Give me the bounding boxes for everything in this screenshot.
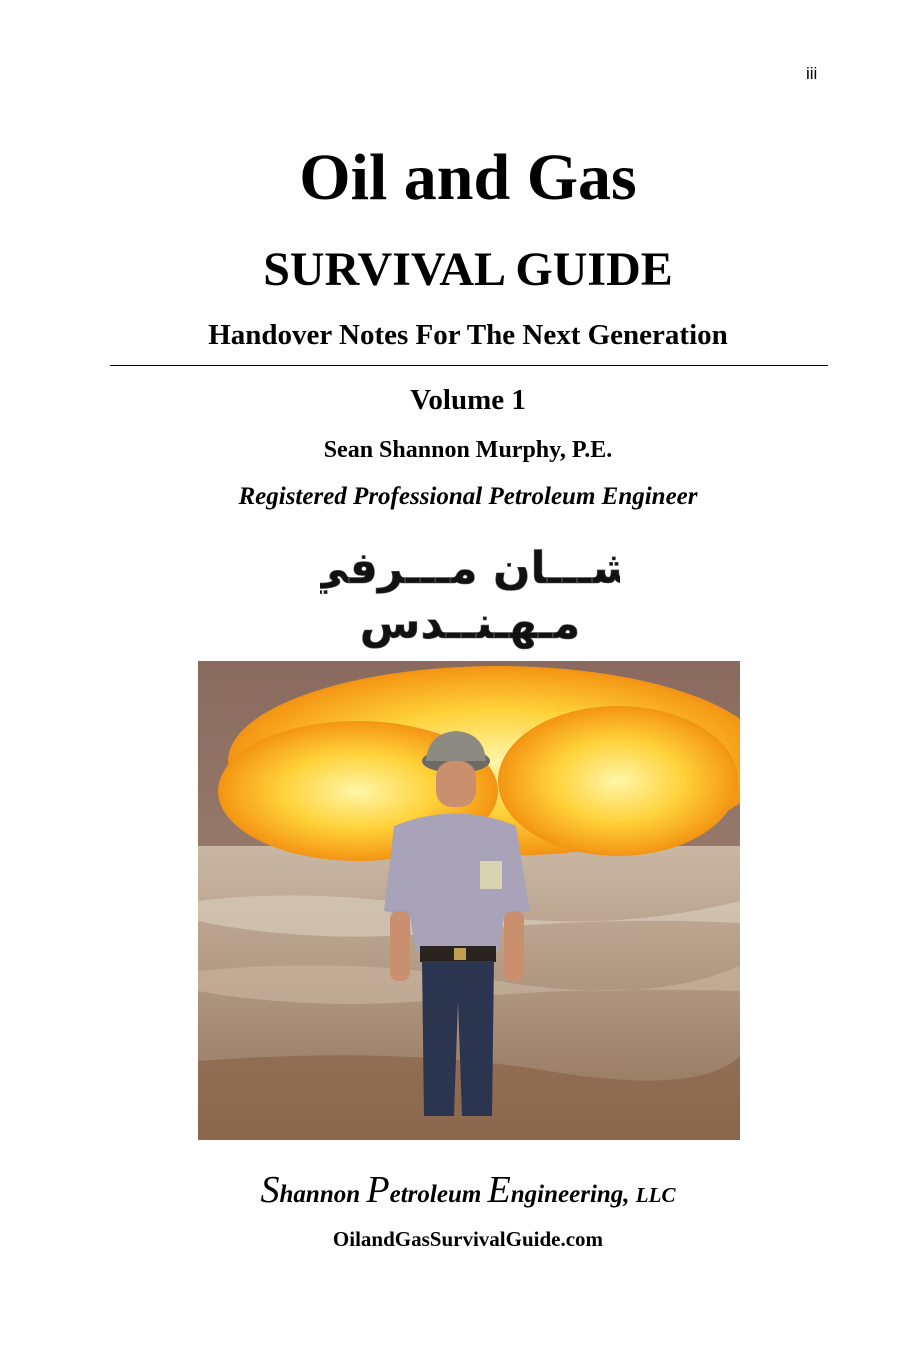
company-word-hannon: hannon <box>279 1181 361 1208</box>
arabic-name-line2: مـهـنــدس <box>359 598 581 649</box>
company-suffix: LLC <box>635 1183 676 1207</box>
book-title: Oil and Gas <box>299 141 637 214</box>
website-url: OilandGasSurvivalGuide.com <box>332 1227 604 1251</box>
company-initial-s: S <box>260 1169 280 1211</box>
author-credential: Registered Professional Petroleum Engineer <box>238 483 698 510</box>
book-tagline: Handover Notes For The Next Generation <box>208 319 728 351</box>
author-name: Sean Shannon Murphy, P.E. <box>323 437 613 463</box>
company-word-ngineering: ngineering, <box>510 1181 630 1208</box>
arabic-name-line1: شـــان مـــرفي <box>320 543 620 594</box>
cover-photo <box>198 661 740 1140</box>
company-initial-p: P <box>366 1169 390 1211</box>
volume-label: Volume 1 <box>410 384 526 416</box>
arabic-name-calligraphy <box>320 538 620 658</box>
page-number: iii <box>806 64 818 83</box>
company-word-etroleum: etroleum <box>389 1181 482 1208</box>
company-initial-e: E <box>487 1169 511 1211</box>
book-subtitle: SURVIVAL GUIDE <box>263 243 673 296</box>
horizontal-rule <box>110 365 828 366</box>
company-name <box>18 1170 900 1215</box>
